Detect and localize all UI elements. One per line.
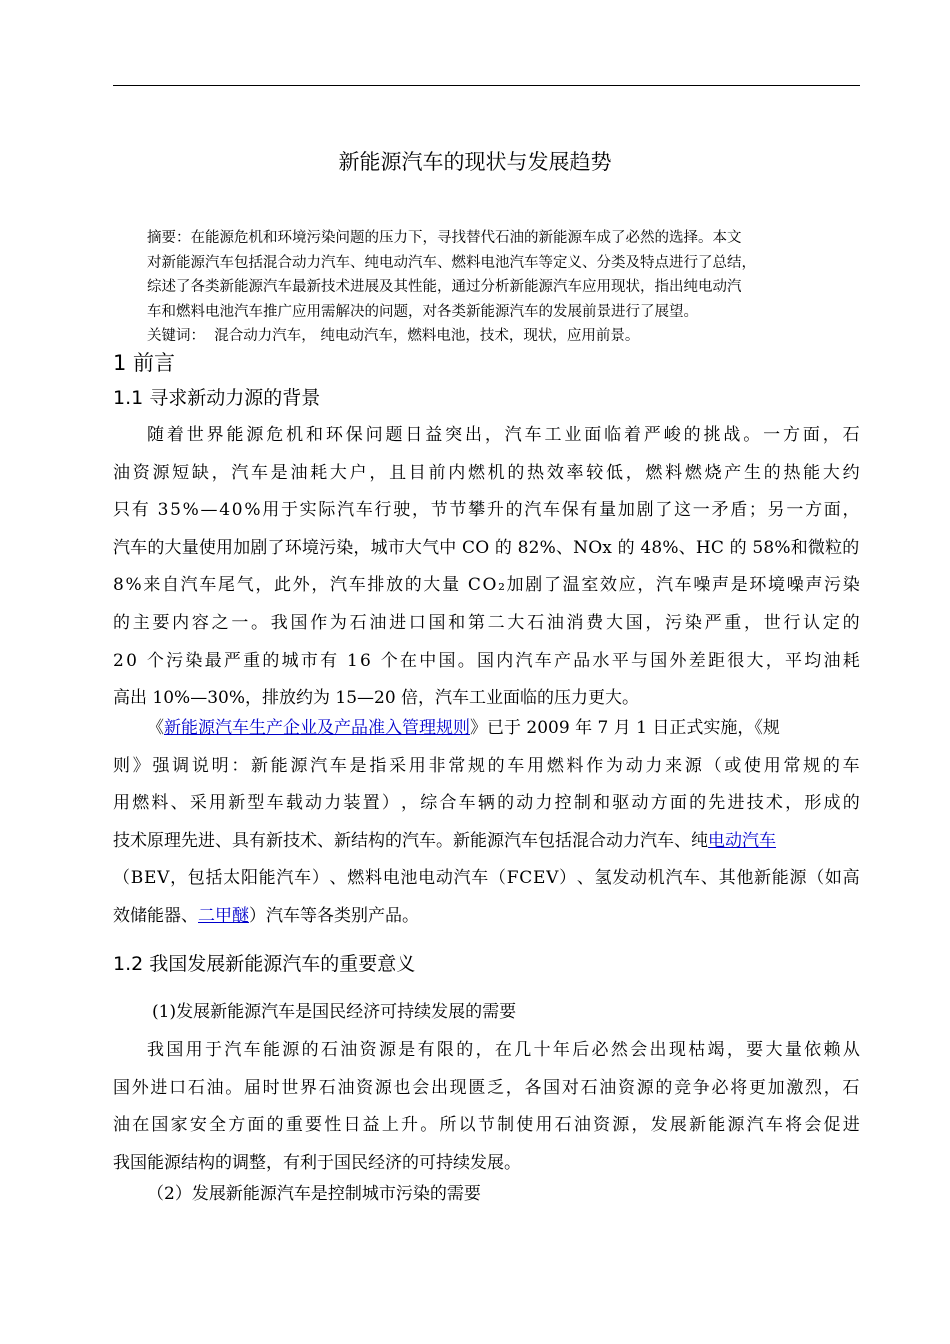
regulation-link[interactable]: 新能源汽车生产企业及产品准入管理规则 xyxy=(164,718,470,738)
paragraph-line: 8 % 来 自 汽 车 尾 气 ， 此 外 ， 汽 车 排 放 的 大 量 C O ₂ 加 剧 了 温 室 效 应 ， 汽 车 噪 声 是 环 境 噪 声 污 染 xyxy=(113,575,860,596)
paragraph-line: 则 》 强 调 说 明 ： 新 能 源 汽 车 是 指 采 用 非 常 规 的 车 用 燃 料 作 为 动 力 来 源 （ 或 使 用 常 规 的 车 xyxy=(113,755,860,776)
abstract-text: 在能源危机和环境污染问题的压力下，寻找替代石油的新能源车成了必然的选择。本文 xyxy=(190,230,742,246)
text-span: 》已于 2009 年 7 月 1 日正式实施，《规 xyxy=(470,718,780,738)
paragraph-line: 油 资 源 短 缺 ， 汽 车 是 油 耗 大 户 ， 且 目 前 内 燃 机 的 热 效 率 较 低 ， 燃 料 燃 烧 产 生 的 热 能 大 约 xyxy=(113,462,860,483)
paragraph-line: 随 着 世 界 能 源 危 机 和 环 保 问 题 日 益 突 出 ， 汽 车 工 业 面 临 着 严 峻 的 挑 战 。 一 方 面 ， 石 xyxy=(147,425,860,445)
subsection-heading: 1.2 我国发展新能源汽车的重要意义 xyxy=(113,953,416,975)
paragraph-line: 高出 10%—30%，排放约为 15—20 倍，汽车工业面临的压力更大。 xyxy=(113,688,640,709)
paragraph-line: 2 0 个 污 染 最 严 重 的 城 市 有 1 6 个 在 中 国 。 国 内 汽 车 产 品 水 平 与 国 外 差 距 很 大 ， 平 均 油 耗 xyxy=(113,650,860,671)
paragraph-line xyxy=(113,710,860,748)
dme-link[interactable]: 二甲醚 xyxy=(198,905,249,926)
paragraph-line: 用 燃 料 、 采 用 新 型 车 载 动 力 装 置 ） ， 综 合 车 辆 的 动 力 控 制 和 驱 动 方 面 的 先 进 技 术 ， 形 成 的 xyxy=(113,793,860,814)
paragraph-line: 油 在 国 家 安 全 方 面 的 重 要 性 日 益 上 升 。 所 以 节 制 使 用 石 油 资 源 ， 发 展 新 能 源 汽 车 将 会 促 进 xyxy=(113,1115,860,1136)
subsection-heading: 1.1 寻求新动力源的背景 xyxy=(113,387,321,409)
paragraph-line: 只 有 3 5 % — 4 0 % 用 于 实 际 汽 车 行 驶 ， 节 节 攀 升 的 汽 车 保 有 量 加 剧 了 这 一 矛 盾 ； 另 一 方 面 ， xyxy=(113,500,860,521)
keywords xyxy=(147,325,639,347)
paragraph-line xyxy=(113,823,860,861)
abstract-line xyxy=(147,226,829,251)
list-item: （2）发展新能源汽车是控制城市污染的需要 xyxy=(147,1184,481,1204)
paragraph-significance xyxy=(113,1032,860,1182)
text-span: 效储能器、 xyxy=(113,905,198,926)
text-span: 技术原理先进、具有新技术、新结构的汽车。新能源汽车包括混合动力汽车、纯 xyxy=(113,830,708,851)
document-title: 新能源汽车的现状与发展趋势 xyxy=(338,150,612,174)
paragraph-line: 的 主 要 内 容 之 一 。 我 国 作 为 石 油 进 口 国 和 第 二 大 石 油 消 费 大 国 ， 污 染 严 重 ， 世 行 认 定 的 xyxy=(113,612,860,633)
text-span: 《 xyxy=(147,718,164,738)
text-span: ）汽车等各类别产品。 xyxy=(249,905,419,926)
abstract-line: 车和燃料电池汽车推广应用需解决的问题，对各类新能源汽车的发展前景进行了展望。 xyxy=(147,303,698,320)
keywords-label: 关键词： xyxy=(147,328,205,344)
paragraph-background xyxy=(113,417,860,718)
abstract xyxy=(147,226,829,324)
paragraph-line: （ B E V ， 包 括 太 阳 能 汽 车 ） 、 燃 料 电 池 电 动 汽 车 （ F C E V ） 、 氢 发 动 机 汽 车 、 其 他 新 能 源 （ 如 高 xyxy=(113,868,860,889)
abstract-line: 综述了各类新能源汽车最新技术进展及其性能，通过分析新能源汽车应用现状，指出纯电动汽 xyxy=(147,279,742,295)
paragraph-line: 我国能源结构的调整，有利于国民经济的可持续发展。 xyxy=(113,1152,521,1173)
paragraph-regulation xyxy=(113,710,860,936)
paragraph-line: 汽 车 的 大 量 使 用 加 剧 了 环 境 污 染 ， 城 市 大 气 中 C O 的 8 2 % 、 N O x 的 4 8 % 、 H C 的 5 8 % 和 微 粒 的 xyxy=(113,537,860,558)
list-item: (1)发展新能源汽车是国民经济可持续发展的需要 xyxy=(152,1002,517,1022)
abstract-label: 摘要： xyxy=(147,230,191,246)
section-heading: 1 前言 xyxy=(113,351,176,375)
paragraph-line: 我 国 用 于 汽 车 能 源 的 石 油 资 源 是 有 限 的 ， 在 几 十 年 后 必 然 会 出 现 枯 竭 ， 要 大 量 依 赖 从 xyxy=(147,1040,860,1060)
keywords-text: 混合动力汽车， 纯电动汽车，燃料电池，技术，现状，应用前景。 xyxy=(214,328,640,344)
abstract-line: 对新能源汽车包括混合动力汽车、纯电动汽车、燃料电池汽车等定义、分类及特点进行了总结， xyxy=(147,254,756,271)
electric-car-link[interactable]: 电动汽车 xyxy=(708,830,776,851)
paragraph-line: 国 外 进 口 石 油 。 届 时 世 界 石 油 资 源 也 会 出 现 匮 乏 ， 各 国 对 石 油 资 源 的 竞 争 必 将 更 加 激 烈 ， 石 xyxy=(113,1077,860,1098)
paragraph-line xyxy=(113,898,860,936)
header-rule xyxy=(113,85,860,86)
